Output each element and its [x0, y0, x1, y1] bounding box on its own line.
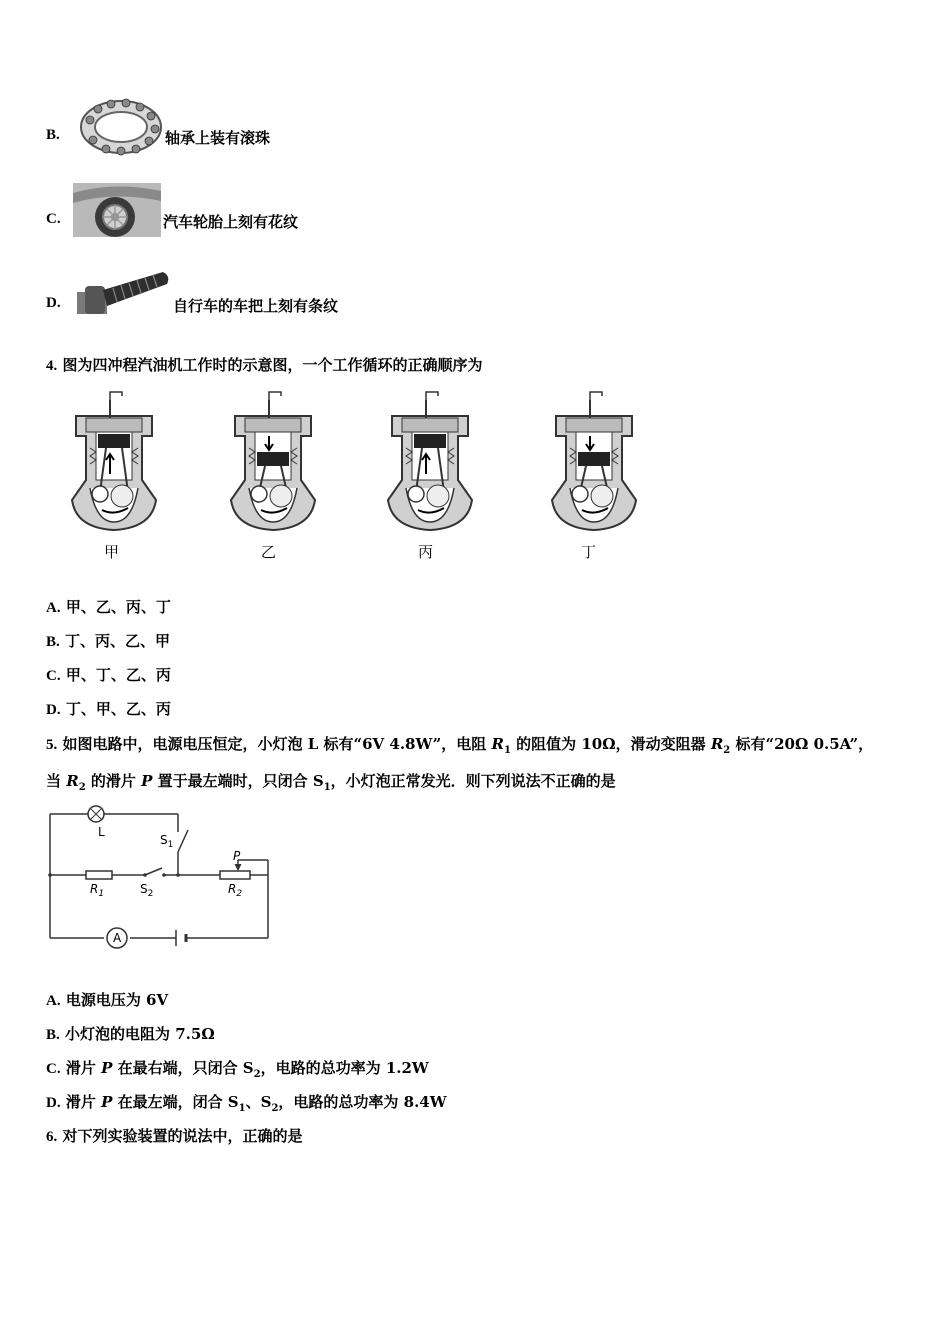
s1-subscript: 1: [238, 1103, 246, 1114]
engine-label-ding: 丁: [581, 543, 597, 561]
r2-subscript: 2: [78, 782, 86, 793]
option-text: ，电路的总功率为 8.4W: [278, 1093, 447, 1111]
option-b-letter: B.: [46, 127, 60, 143]
option-letter: A.: [46, 993, 61, 1009]
option-letter: B.: [46, 1027, 60, 1043]
option-letter: C.: [46, 1061, 61, 1077]
q6-stem-text: 对下列实验装置的说法中，正确的是: [62, 1127, 303, 1145]
q5-option-c: [46, 1057, 429, 1080]
switch1-subscript: 1: [167, 840, 174, 850]
engine-label-jia: 甲: [104, 543, 120, 561]
q4-number: 4.: [46, 358, 58, 374]
q5-stem-line2: [46, 770, 616, 793]
r1-subscript: 1: [503, 745, 511, 756]
s2-subscript: 2: [271, 1103, 279, 1114]
q4-stem: [46, 354, 483, 375]
switch2-letter: S: [140, 882, 148, 896]
q5-option-d: [46, 1091, 447, 1114]
q5-stem-part: 标有“20Ω 0.5A”，: [730, 735, 874, 753]
r1-symbol: R: [491, 735, 504, 753]
circuit-diagram: [40, 800, 280, 950]
q6-stem: [46, 1125, 303, 1146]
s2-subscript: 2: [253, 1069, 261, 1080]
q4-option-b: [46, 630, 170, 651]
q5-stem-line1: [46, 733, 873, 756]
engine-diagram-ding: [546, 390, 642, 532]
option-text: 电源电压为 6V: [65, 991, 169, 1009]
resistor2-letter: R: [228, 882, 237, 896]
r2-symbol: R: [710, 735, 724, 753]
q5-stem-part: 的滑片: [85, 772, 142, 790]
option-letter: B.: [46, 634, 60, 650]
resistor2-label: [228, 882, 242, 899]
slider-label: P: [233, 849, 241, 863]
r2-subscript: 2: [723, 745, 731, 756]
switch1-letter: S: [160, 833, 168, 847]
p-symbol: P: [141, 772, 153, 790]
engine-label-yi: 乙: [261, 543, 277, 561]
option-c-text: 汽车轮胎上刻有花纹: [163, 213, 299, 231]
engine-label-bing: 丙: [418, 543, 434, 561]
option-text: 在最左端，闭合 S: [112, 1093, 239, 1111]
switch2-subscript: 2: [147, 889, 154, 899]
option-d-letter: D.: [46, 295, 61, 311]
ball-bearing-image: [78, 98, 164, 156]
engine-diagram-bing: [382, 390, 478, 532]
option-text: ，电路的总功率为 1.2W: [260, 1059, 429, 1077]
resistor1-subscript: 1: [98, 889, 105, 899]
bicycle-handle-image: [77, 268, 171, 314]
ammeter-label: A: [113, 931, 122, 945]
option-text: 丁、丙、乙、甲: [65, 632, 171, 650]
q5-stem-part: 的阻值为 10Ω，滑动变阻器: [510, 735, 711, 753]
q5-stem-part: 如图电路中，电源电压恒定，小灯泡 L 标有“6V 4.8W”，电阻: [62, 735, 492, 753]
option-letter: D.: [46, 702, 61, 718]
option-text: 滑片: [65, 1093, 102, 1111]
p-symbol: P: [101, 1059, 113, 1077]
option-text: 甲、乙、丙、丁: [65, 598, 171, 616]
resistor2-subscript: 2: [236, 889, 243, 899]
s1-subscript: 1: [323, 782, 331, 793]
q5-stem-part: 置于最左端时，只闭合 S: [152, 772, 324, 790]
r2-symbol: R: [66, 772, 79, 790]
q5-stem-part: ，小灯泡正常发光．则下列说法不正确的是: [330, 772, 616, 790]
option-text: 、S: [245, 1093, 272, 1111]
q5-stem-part: 当: [46, 772, 67, 790]
option-text: 甲、丁、乙、丙: [65, 666, 171, 684]
resistor1-letter: R: [90, 882, 99, 896]
q5-option-a: [46, 989, 168, 1010]
option-text: 丁、甲、乙、丙: [65, 700, 171, 718]
lamp-label: L: [98, 825, 105, 839]
switch1-label: [160, 833, 173, 850]
option-letter: C.: [46, 668, 61, 684]
option-letter: A.: [46, 600, 61, 616]
q6-number: 6.: [46, 1129, 58, 1145]
switch2-label: [140, 882, 153, 899]
option-text: 小灯泡的电阻为 7.5Ω: [65, 1025, 215, 1043]
q4-option-d: [46, 698, 171, 719]
q4-stem-text: 图为四冲程汽油机工作时的示意图，一个工作循环的正确顺序为: [62, 356, 483, 374]
q5-option-b: [46, 1023, 215, 1044]
resistor1-label: [90, 882, 104, 899]
p-symbol: P: [101, 1093, 113, 1111]
option-text: 在最右端，只闭合 S: [112, 1059, 254, 1077]
option-letter: D.: [46, 1095, 61, 1111]
option-c-letter: C.: [46, 211, 61, 227]
q4-option-a: [46, 596, 171, 617]
engine-diagram-jia: [66, 390, 162, 532]
option-d-text: 自行车的车把上刻有条纹: [173, 297, 339, 315]
q5-number: 5.: [46, 737, 58, 753]
option-b-text: 轴承上装有滚珠: [165, 129, 271, 147]
engine-diagram-yi: [225, 390, 321, 532]
q4-option-c: [46, 664, 171, 685]
car-tire-image: [73, 183, 161, 237]
option-text: 滑片: [65, 1059, 102, 1077]
